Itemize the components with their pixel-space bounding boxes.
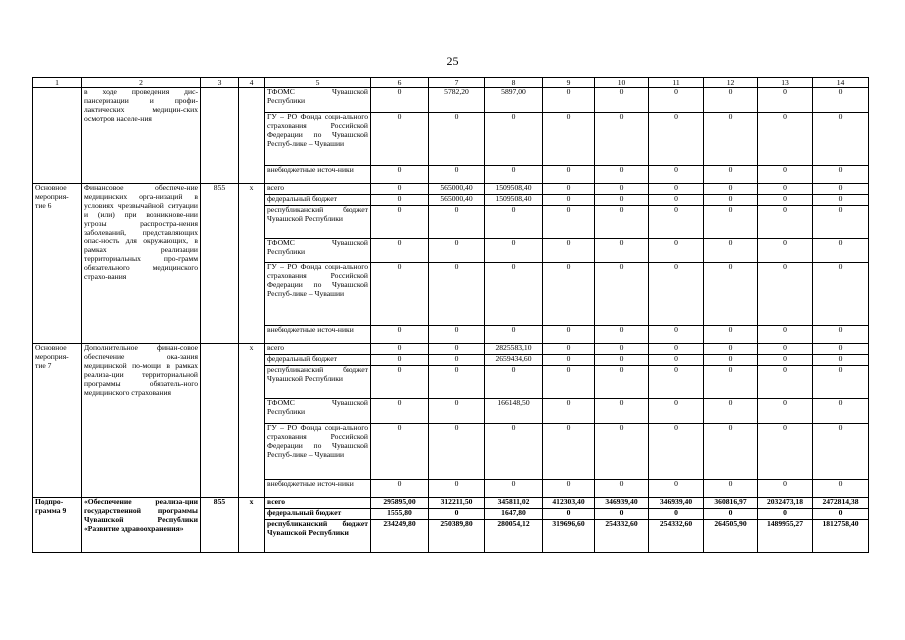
code-mark: x [239,344,265,498]
amount-cell: 0 [758,480,813,498]
amount-cell: 0 [704,424,758,480]
amount-cell: 0 [371,195,429,206]
amount-cell: 0 [813,263,869,326]
continuation-row [33,88,869,113]
amount-cell: 0 [429,509,485,520]
funding-source: ТФОМС Чувашской Республики [265,88,371,113]
amount-cell: 0 [649,113,704,166]
amount-cell: 1489955,27 [758,520,813,553]
col-header: 5 [265,78,371,88]
amount-cell: 0 [704,166,758,184]
amount-cell: 264505,90 [704,520,758,553]
item-name: Основное мероприя-тие 6 [33,184,82,344]
amount-cell: 0 [758,195,813,206]
amount-cell: 319696,60 [543,520,595,553]
amount-cell: 2825583,10 [485,344,543,355]
amount-cell: 0 [543,344,595,355]
amount-cell: 0 [595,366,649,399]
table-body [33,78,869,553]
amount-cell: 0 [429,113,485,166]
amount-cell: 0 [704,399,758,424]
amount-cell: 0 [758,424,813,480]
budget-table [32,77,869,553]
amount-cell: 0 [543,480,595,498]
amount-cell: 0 [758,399,813,424]
amount-cell: 0 [758,166,813,184]
funding-source: федеральный бюджет [265,509,371,520]
amount-cell: 0 [649,424,704,480]
funding-source: внебюджетные источ-ники [265,480,371,498]
amount-cell: 0 [485,366,543,399]
amount-cell: 0 [649,195,704,206]
amount-cell: 1647,80 [485,509,543,520]
item-description: в ходе проведения дис-пансеризации и профи-лактических медицин-ских осмотров населе-ния [82,88,201,184]
amount-cell: 0 [758,344,813,355]
col-header: 8 [485,78,543,88]
col-header: 10 [595,78,649,88]
amount-cell: 0 [543,366,595,399]
amount-cell: 0 [595,355,649,366]
amount-cell: 0 [649,366,704,399]
amount-cell: 0 [704,326,758,344]
amount-cell: 0 [543,206,595,239]
item-description: Дополнительное финан-совое обеспечение ока-зания медицинской по-мощи в рамках реализа-ции территориальной программы обязатель-ного медицинского страхования [82,344,201,498]
amount-cell: 0 [371,88,429,113]
item-description: Финансовое обеспече-ние медицинских орга-низаций в условиях чрезвычайной ситуации и (или) при возникнове-нии угрозы распростра-нения заболеваний, представляющих опас-ность для окружающих, в рамках реализации территориальных про-грамм обязательного медицинского страхо-вания [82,184,201,344]
amount-cell: 0 [543,166,595,184]
amount-cell: 0 [595,166,649,184]
amount-cell: 412303,40 [543,498,595,509]
amount-cell: 0 [543,88,595,113]
col-header: 9 [543,78,595,88]
amount-cell: 0 [649,239,704,263]
amount-cell: 0 [649,480,704,498]
col-header: 4 [239,78,265,88]
amount-cell: 280054,12 [485,520,543,553]
amount-cell: 0 [429,344,485,355]
amount-cell: 0 [649,88,704,113]
col-header: 12 [704,78,758,88]
agency-code: 855 [201,498,239,553]
amount-cell: 0 [813,195,869,206]
amount-cell: 0 [758,239,813,263]
amount-cell: 0 [813,206,869,239]
col-header: 1 [33,78,82,88]
amount-cell: 0 [758,263,813,326]
amount-cell: 0 [813,88,869,113]
amount-cell: 346939,40 [649,498,704,509]
col-header: 7 [429,78,485,88]
amount-cell: 0 [485,263,543,326]
column-number-row [33,78,869,88]
amount-cell: 0 [595,326,649,344]
funding-source: ТФОМС Чувашской Республики [265,399,371,424]
amount-cell: 0 [595,480,649,498]
subprogram9-row [33,498,869,509]
amount-cell: 0 [813,239,869,263]
amount-cell: 0 [595,424,649,480]
amount-cell: 0 [649,326,704,344]
item-name: Основное мероприя-тие 7 [33,344,82,498]
amount-cell: 0 [813,326,869,344]
amount-cell: 0 [429,366,485,399]
amount-cell: 0 [595,206,649,239]
amount-cell: 0 [371,166,429,184]
amount-cell: 345811,02 [485,498,543,509]
col-header: 6 [371,78,429,88]
amount-cell: 0 [429,326,485,344]
amount-cell: 0 [649,344,704,355]
amount-cell: 0 [543,399,595,424]
code-mark [239,88,265,184]
amount-cell: 0 [758,206,813,239]
amount-cell: 0 [485,113,543,166]
amount-cell: 0 [649,509,704,520]
item-name [33,88,82,184]
amount-cell: 0 [813,509,869,520]
amount-cell: 0 [485,424,543,480]
amount-cell: 234249,80 [371,520,429,553]
amount-cell: 0 [429,263,485,326]
amount-cell: 0 [543,239,595,263]
funding-source: республиканский бюджет Чувашской Республики [265,206,371,239]
amount-cell: 565000,40 [429,184,485,195]
amount-cell: 0 [649,355,704,366]
amount-cell: 0 [371,366,429,399]
amount-cell: 1812758,40 [813,520,869,553]
amount-cell: 0 [485,239,543,263]
item-description: «Обеспечение реализа-ции государственной программы Чувашской Республики «Развитие здравоохранения» [82,498,201,553]
amount-cell: 0 [371,263,429,326]
funding-source: республиканский бюджет Чувашской Республики [265,366,371,399]
amount-cell: 0 [813,399,869,424]
amount-cell: 0 [595,399,649,424]
amount-cell: 0 [485,206,543,239]
funding-source: внебюджетные источ-ники [265,166,371,184]
amount-cell: 0 [813,366,869,399]
amount-cell: 360816,97 [704,498,758,509]
funding-source: ТФОМС Чувашской Республики [265,239,371,263]
funding-source: федеральный бюджет [265,355,371,366]
amount-cell: 0 [429,480,485,498]
amount-cell: 565000,40 [429,195,485,206]
amount-cell: 0 [543,263,595,326]
amount-cell: 0 [371,344,429,355]
amount-cell: 346939,40 [595,498,649,509]
amount-cell: 0 [429,166,485,184]
amount-cell: 0 [371,480,429,498]
event7-row [33,344,869,355]
amount-cell: 0 [758,88,813,113]
amount-cell: 0 [758,366,813,399]
amount-cell: 0 [371,113,429,166]
col-header: 3 [201,78,239,88]
funding-source: ГУ – РО Фонда соци-ального страхования Российской Федерации по Чувашской Респуб-лике – Чувашии [265,424,371,480]
amount-cell: 0 [595,113,649,166]
item-name: Подпро-грамма 9 [33,498,82,553]
amount-cell: 0 [649,206,704,239]
amount-cell: 0 [429,239,485,263]
code-mark: x [239,184,265,344]
amount-cell: 0 [758,184,813,195]
amount-cell: 0 [704,184,758,195]
amount-cell: 0 [813,184,869,195]
amount-cell: 0 [813,166,869,184]
amount-cell: 0 [813,355,869,366]
amount-cell: 0 [595,509,649,520]
funding-source: внебюджетные источ-ники [265,326,371,344]
amount-cell: 0 [813,480,869,498]
amount-cell: 0 [429,206,485,239]
amount-cell: 0 [649,166,704,184]
amount-cell: 0 [704,195,758,206]
amount-cell: 0 [543,326,595,344]
amount-cell: 0 [429,399,485,424]
agency-code: 855 [201,184,239,344]
funding-source: всего [265,498,371,509]
amount-cell: 0 [485,166,543,184]
amount-cell: 0 [704,263,758,326]
amount-cell: 0 [813,424,869,480]
col-header: 11 [649,78,704,88]
funding-source: ГУ – РО Фонда соци-ального страхования Российской Федерации по Чувашской Респуб-лике – Чувашии [265,263,371,326]
amount-cell: 0 [704,88,758,113]
amount-cell: 0 [543,355,595,366]
amount-cell: 0 [813,113,869,166]
funding-source: всего [265,344,371,355]
amount-cell: 0 [371,424,429,480]
amount-cell: 0 [758,355,813,366]
code-mark: x [239,498,265,553]
amount-cell: 0 [485,480,543,498]
amount-cell: 0 [371,184,429,195]
amount-cell: 1509508,40 [485,184,543,195]
amount-cell: 0 [704,480,758,498]
amount-cell: 5897,00 [485,88,543,113]
funding-source: ГУ – РО Фонда соци-ального страхования Российской Федерации по Чувашской Респуб-лике – Чувашии [265,113,371,166]
amount-cell: 0 [595,88,649,113]
amount-cell: 250389,80 [429,520,485,553]
amount-cell: 0 [371,399,429,424]
amount-cell: 1555,80 [371,509,429,520]
amount-cell: 0 [649,184,704,195]
amount-cell: 166148,50 [485,399,543,424]
amount-cell: 0 [649,263,704,326]
amount-cell: 0 [371,355,429,366]
amount-cell: 0 [595,263,649,326]
amount-cell: 0 [371,239,429,263]
amount-cell: 0 [429,424,485,480]
amount-cell: 0 [704,366,758,399]
page-number: 25 [446,54,459,68]
amount-cell: 0 [543,195,595,206]
amount-cell: 0 [543,113,595,166]
amount-cell: 0 [758,509,813,520]
amount-cell: 2659434,60 [485,355,543,366]
amount-cell: 0 [371,206,429,239]
col-header: 14 [813,78,869,88]
amount-cell: 0 [543,424,595,480]
amount-cell: 0 [704,344,758,355]
agency-code [201,344,239,498]
amount-cell: 0 [595,239,649,263]
amount-cell: 0 [371,326,429,344]
amount-cell: 0 [485,326,543,344]
amount-cell: 0 [543,509,595,520]
amount-cell: 0 [704,509,758,520]
amount-cell: 0 [429,355,485,366]
amount-cell: 0 [704,113,758,166]
amount-cell: 5782,20 [429,88,485,113]
amount-cell: 312211,50 [429,498,485,509]
amount-cell: 0 [758,326,813,344]
funding-source: республиканский бюджет Чувашской Республики [265,520,371,553]
amount-cell: 0 [813,344,869,355]
agency-code [201,88,239,184]
amount-cell: 0 [543,184,595,195]
amount-cell: 0 [595,184,649,195]
amount-cell: 0 [649,399,704,424]
amount-cell: 0 [595,195,649,206]
amount-cell: 2472814,38 [813,498,869,509]
amount-cell: 0 [704,239,758,263]
amount-cell: 2032473,18 [758,498,813,509]
amount-cell: 295895,00 [371,498,429,509]
amount-cell: 0 [595,344,649,355]
amount-cell: 0 [704,206,758,239]
amount-cell: 254332,60 [595,520,649,553]
amount-cell: 0 [704,355,758,366]
col-header: 2 [82,78,201,88]
amount-cell: 1509508,40 [485,195,543,206]
col-header: 13 [758,78,813,88]
funding-source: федеральный бюджет [265,195,371,206]
amount-cell: 0 [758,113,813,166]
event6-row [33,184,869,195]
amount-cell: 254332,60 [649,520,704,553]
funding-source: всего [265,184,371,195]
